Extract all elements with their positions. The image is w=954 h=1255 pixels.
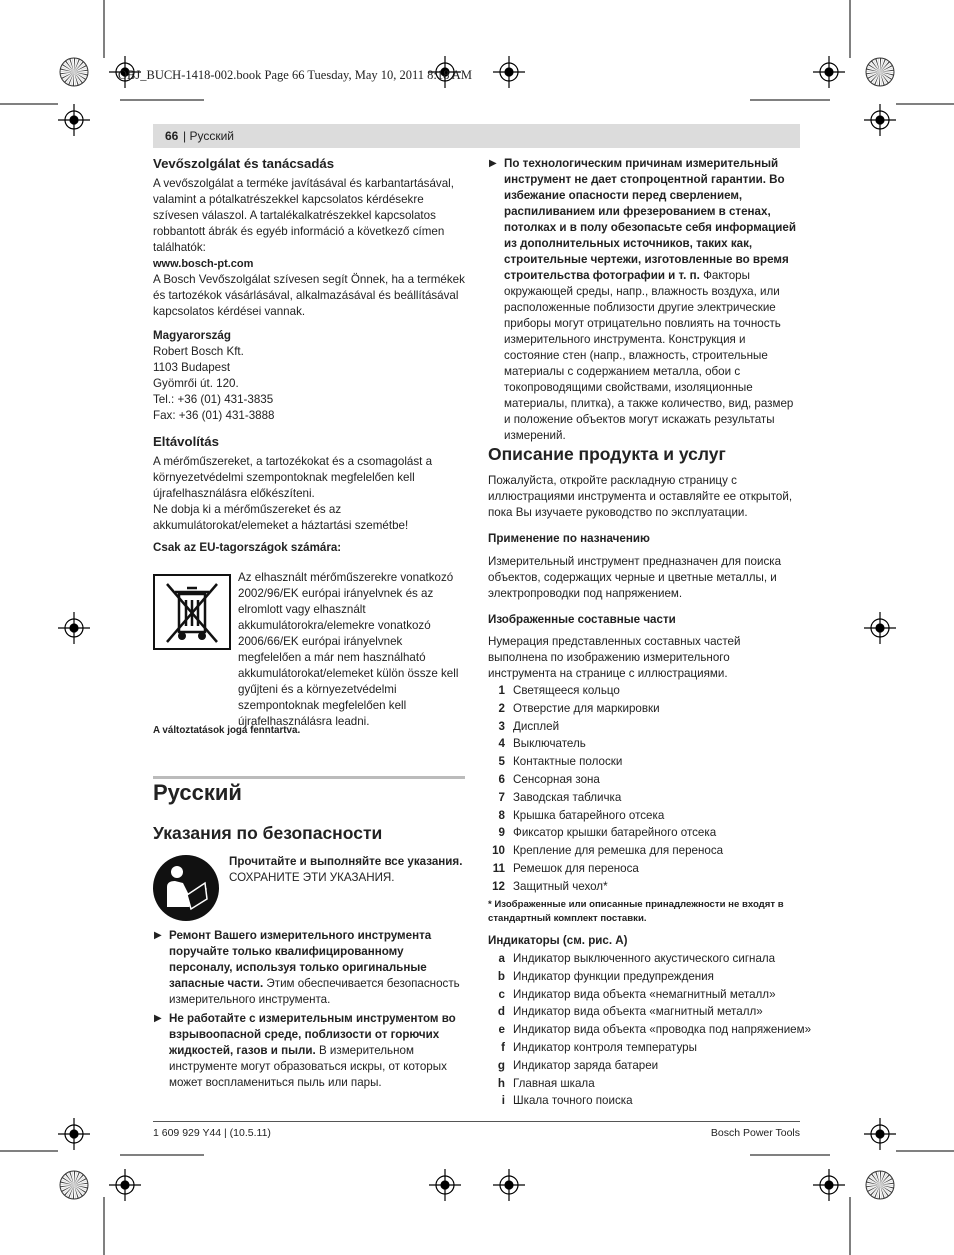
bullet-bold: Не работайте с измерительным инструментом во взрывоопасной среде, поблизости от горючих жидкостей, газов и пыли. [169,1012,456,1057]
item-number: d [497,1005,505,1019]
bullet-arrow-icon: ▶ [154,1013,162,1024]
use-text: Измерительный инструмент предназначен для поиска объектов, содержащих черные и цветные металлы, и электропроводки под напряжением. [488,555,782,600]
list-item [498,987,776,1006]
item-number: 3 [498,719,505,733]
rights-note: A változtatások joga fenntartva. [153,725,301,736]
item-number: 1 [498,684,505,697]
item-label: Крышка батарейного отсека [513,808,665,822]
safety-bullet [489,156,800,444]
item-label: Защитный чехол* [513,879,608,893]
parts-title: Изображенные составные части [488,613,676,626]
use-title: Применение по назначению [488,532,650,545]
disposal-text: A mérőműszereket, a tartozékokat és a csomagolást a környezetvédelmi szempontoknak megfelelően kell újrafelhasználásra előkészíteni. [153,455,433,500]
country-title: Magyarország [153,329,231,342]
service-text: A vevőszolgálat a terméke javításával és karbantartásával, valamint a pótalkatrészekkel kapcsolatos kérdésekre szívesen válaszol. A tartalékalkatrészekkel kapcsolatos robbantott ábrák és egyéb információ a következő címen találhatók: [153,177,454,254]
read-bold: Прочитайте и выполняйте все указания. [229,855,463,868]
list-item [498,755,623,773]
bullet-bold: Ремонт Вашего измерительного инструмента поручайте только квалифицированному персоналу, используя только оригинальные запасные части. [169,929,432,990]
item-number: 9 [498,826,505,840]
item-number: 6 [498,773,505,786]
item-number: e [498,1023,505,1037]
list-item [498,808,665,827]
item-label: Индикатор вида объекта «магнитный металл» [513,1005,763,1019]
disposal-title: Eltávolítás [153,434,219,449]
page-number: 66 [165,129,179,143]
item-number: 2 [498,701,505,715]
address-line: Tel.: +36 (01) 431-3835 [153,393,274,406]
print-slug: OBJ_BUCH-1418-002.book Page 66 Tuesday, May 10, 2011 8:18 AM [118,68,472,82]
list-item [501,1094,633,1112]
item-label: Фиксатор крышки батарейного отсека [513,826,717,840]
item-label: Выключатель [513,737,586,751]
item-label: Индикатор контроля температуры [513,1041,697,1054]
list-item [498,773,600,791]
parts-text: Нумерация представленных составных частей выполнена по изображению измерительного инструмента на странице с иллюстрациями. [488,635,741,680]
item-label: Индикатор вида объекта «проводка под напряжением» [513,1023,812,1037]
list-item [498,737,586,755]
indicators-title: Индикаторы (см. рис. A) [488,934,628,947]
read-instructions [229,854,465,886]
item-number: c [498,987,505,1001]
list-item [498,719,560,738]
product-title: Описание продукта и услуг [488,444,726,464]
product-text: Пожалуйста, откройте раскладную страницу с иллюстрациями инструмента и оставляйте ее открытой, пока Вы изучаете руководство по эксплуатации. [488,474,793,519]
list-item [497,969,714,988]
page-header [153,124,800,148]
item-label: Крепление для ремешка для переноса [513,844,724,858]
service-url: www.bosch-pt.com [153,258,254,270]
list-item [498,684,620,702]
item-number: h [497,1076,505,1090]
list-item [498,826,717,844]
weee-bin-icon [153,574,231,650]
item-number: 10 [492,844,505,858]
safety-bullet [154,928,465,1008]
item-number: 8 [498,808,505,822]
item-label: Индикатор выключенного акустического сигнала [513,952,776,965]
read-manual-icon [153,855,219,921]
list-item [492,879,608,898]
item-number: 7 [498,790,505,804]
item-label: Шкала точного поиска [513,1094,633,1108]
item-label: Индикатор функции предупреждения [513,969,714,983]
item-label: Отверстие для маркировки [513,701,660,715]
item-label: Заводская табличка [513,790,622,804]
disposal-text: Ne dobja ki a mérőműszereket és az akkumulátorokat/elemeket a háztartási szemétbe! [153,503,409,532]
item-number: g [497,1058,505,1072]
item-number: a [498,952,505,965]
item-number: 4 [498,737,505,751]
section-rule [153,776,465,779]
bullet-text: Этим обеспечивается безопасность измерительного инструмента. [169,977,460,1006]
bullet-text: В измерительном инструменте могут образоваться искры, от которых может воспламениться пыль или пары. [169,1044,447,1089]
safety-title: Указания по безопасности [153,823,383,843]
address-line: 1103 Budapest [153,361,231,374]
eu-title: Csak az EU-tagországok számára: [153,541,342,554]
list-item [497,1076,595,1095]
item-label: Дисплей [513,719,560,733]
item-number: 12 [492,879,505,893]
item-number: b [497,969,505,983]
service-title: Vevőszolgálat és tanácsadás [153,156,335,171]
list-item [492,844,724,862]
bullet-bold: По технологическим причинам измерительный инструмент не дает стопроцентной гарантии. Во избежание опасности перед сверлением, распиливанием или фрезерованием в стенах, потолках и в полу обезопасьте себя информацией из дополнительных источников, таких как, строительные чертежи, изготовленные во время строительства фотографии и т. п. [504,157,796,282]
bullet-arrow-icon: ▶ [154,930,162,941]
item-label: Индикатор вида объекта «немагнитный металл» [513,987,776,1001]
bullet-text: Факторы окружающей среды, напр., влажность воздуха, или расположенные поблизости другие электрические приборы могут отрицательно повлиять на точность измерительного инструмента. Конструкция и состояние стен (напр., влажность, строительные материалы с содержанием металла, обои с токопроводящими свойствами, изоляционные материалы, плитка), а также количество, вид, размер и положение объектов могут искажать результаты измерений. [504,269,794,442]
item-label: Главная шкала [513,1076,595,1090]
item-number: 5 [498,755,505,769]
service-text-2: A Bosch Vevőszolgálat szívesen segít Önnek, ha a termékek és tartozékok vásárlásával, alkalmazásával és beállításával kapcsolatos kérdései vannak. [153,273,465,318]
list-item [497,1005,763,1023]
bullet-arrow-icon: ▶ [489,158,497,169]
list-item [492,862,639,880]
list-item [498,790,622,809]
left-column [153,156,465,556]
section-name: | Русский [183,129,234,143]
safety-bullet [154,1011,465,1091]
footer-right: Bosch Power Tools [710,1127,800,1139]
item-number: i [501,1094,505,1108]
address-line: Robert Bosch Kft. [153,345,244,358]
list-item [498,701,660,720]
list-item [498,1023,812,1041]
footer-rule [153,1121,800,1122]
list-item [501,1041,697,1059]
item-label: Контактные полоски [513,755,623,769]
item-label: Ремешок для переноса [513,862,639,875]
address-line: Fax: +36 (01) 431-3888 [153,409,275,422]
footer-left: 1 609 929 Y44 | (10.5.11) [153,1127,271,1139]
item-number: 11 [492,862,505,875]
item-label: Индикатор заряда батареи [513,1058,659,1072]
eu-text: Az elhasznált mérőműszerekre vonatkozó 2002/96/EK európai irányelvnek és az elromlott vagy elhasznált akkumulátorokra/elemekre vonatkozó 2006/66/EK európai irányelvnek megfelelően a már nem használható akkumulátorokat/elemeket külön össze kell gyűjteni és a környezetvédelmi szempontoknak megfelelően kell újrafelhasználásra leadni. [238,571,459,728]
item-number: f [501,1041,505,1054]
item-label: Светящееся кольцо [513,684,620,697]
language-title: Русский [153,780,242,805]
list-item [497,1058,659,1077]
address-line: Gyömrői út. 120. [153,377,239,390]
item-label: Сенсорная зона [513,773,600,786]
list-item [498,952,776,970]
read-caps: СОХРАНИТЕ ЭТИ УКАЗАНИЯ. [229,871,395,884]
parts-note: * Изображенные или описанные принадлежности не входят в стандартный комплект поставки. [488,899,784,924]
